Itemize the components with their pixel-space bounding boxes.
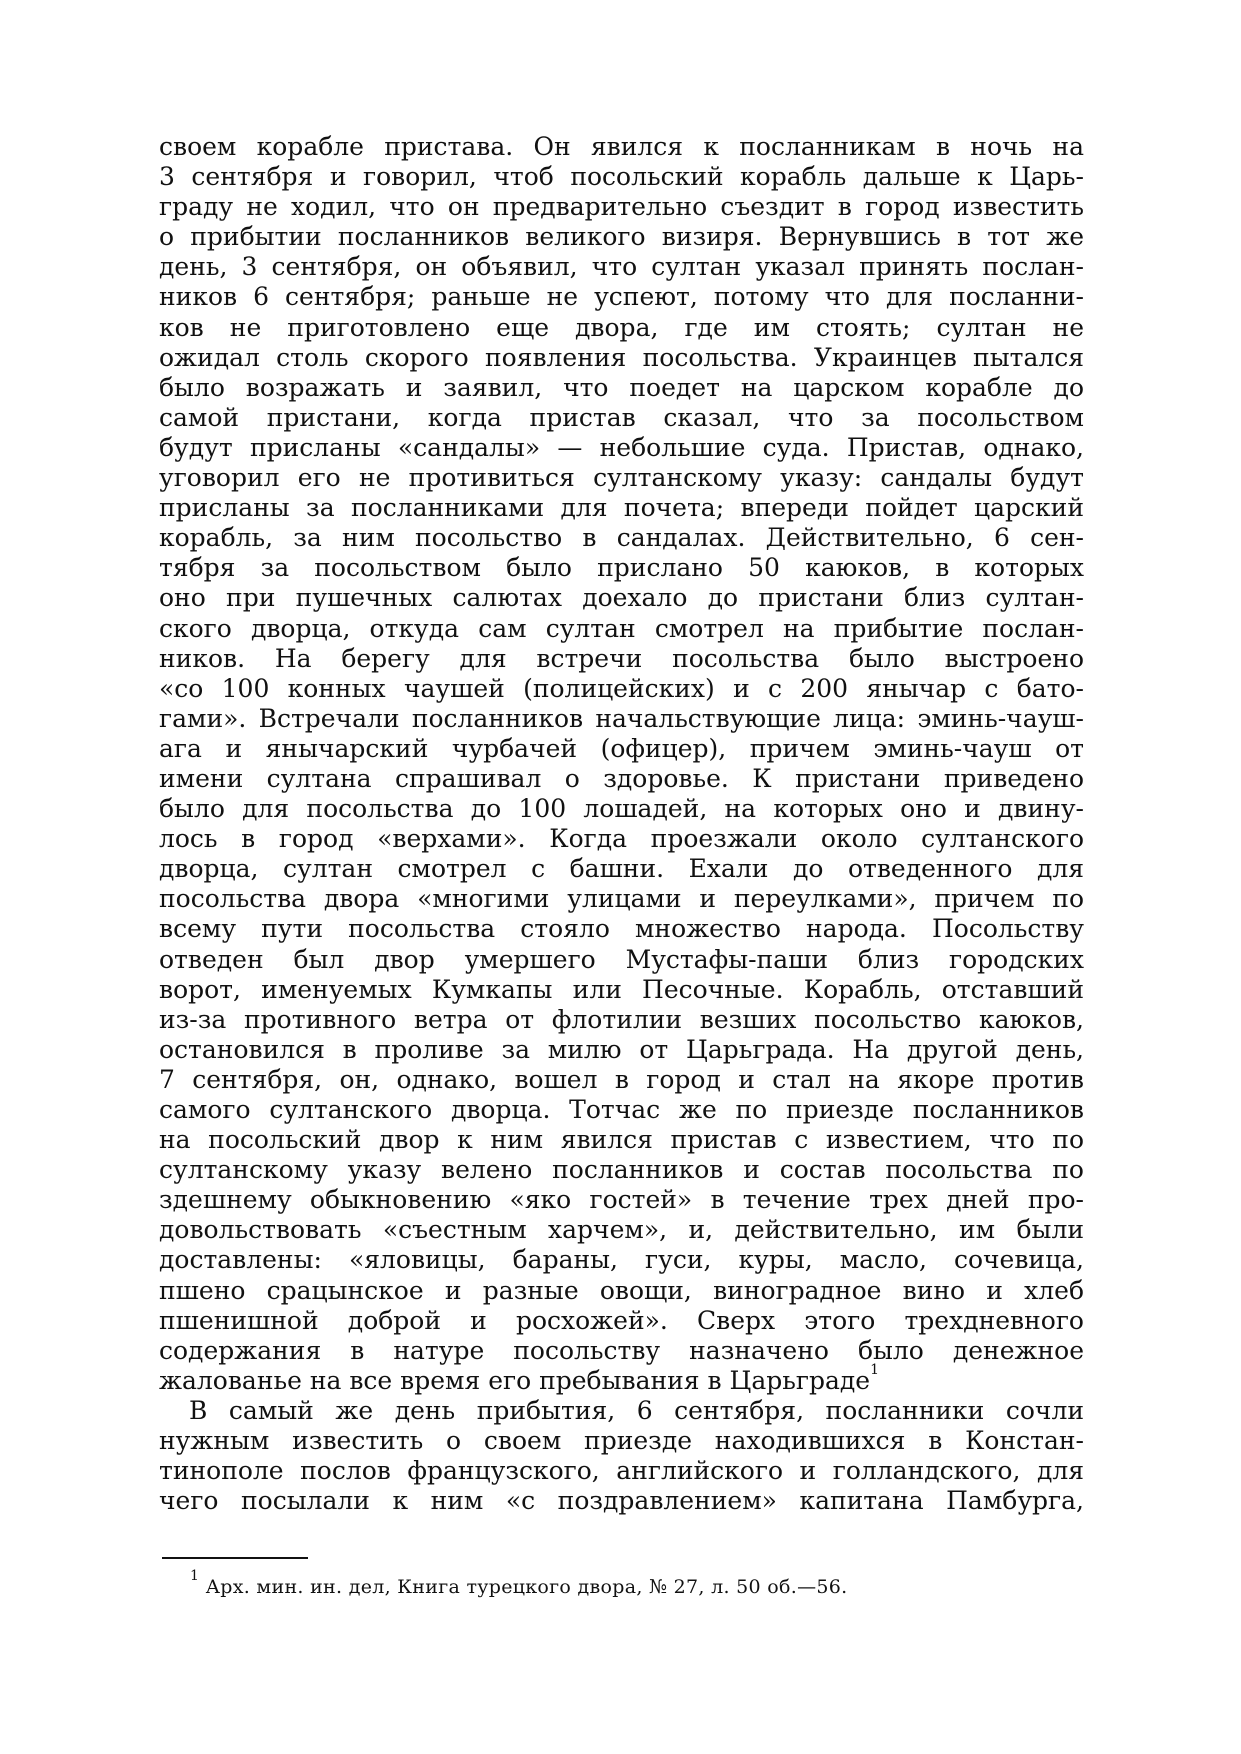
text-line [159,824,1084,854]
main-text [159,132,1084,1516]
text-line [159,1155,1084,1185]
text-line [159,1426,1084,1456]
line-text: нужным известить о своем приезде находившихся в Констан- [159,1426,1084,1456]
text-line [159,1035,1084,1065]
text-line [159,433,1084,463]
text-line [159,222,1084,252]
text-line [159,734,1084,764]
footnote [190,1567,848,1599]
line-text: ников 6 сентября; раньше не успеют, потому что для посланни- [159,282,1084,312]
text-line [159,1185,1084,1215]
line-text: пшено срацынское и разные овощи, виноградное вино и хлеб [159,1275,1084,1305]
line-text: В самый же день прибытия, 6 сентября, посланники сочли [189,1395,1084,1425]
text-line [159,132,1084,162]
text-line [159,1215,1084,1245]
line-text: было для посольства до 100 лошадей, на которых оно и двину- [159,794,1084,824]
line-text: самого султанского дворца. Тотчас же по приезде посланников [159,1095,1084,1124]
text-line [159,1276,1084,1306]
text-line [159,373,1084,403]
line-text: чего посылали к ним «с поздравлением» капитана Памбурга, [159,1486,1084,1516]
line-text: присланы за посланниками для почета; впереди пойдет царский [159,493,1084,523]
text-line [159,523,1084,553]
line-text: лось в город «верхами». Когда проезжали около султанского [159,824,1084,854]
text-line [159,1306,1084,1336]
line-text: своем корабле пристава. Он явился к посланникам в ночь на [159,132,1084,161]
line-text: оно при пушечных салютах доехало до пристани близ султан- [159,583,1084,613]
footnote-text: Арх. мин. ин. дел, Книга турецкого двора, № 27, л. 50 об.—56. [205,1576,848,1598]
line-text: доставлены: «яловицы, бараны, гуси, куры, масло, сочевица, [159,1245,1084,1275]
text-line [159,343,1084,373]
footnote-divider [162,1557,308,1559]
text-line [159,1361,1084,1396]
text-line [159,403,1084,433]
text-line [159,764,1084,794]
text-line [159,1125,1084,1155]
text-line [159,1396,1084,1426]
text-line [159,975,1084,1005]
line-text: остановился в проливе за милю от Царьграда. На другой день, [159,1034,1084,1064]
line-text: ворот, именуемых Кумкапы или Песочные. Корабль, отставший [159,974,1084,1004]
text-line [159,704,1084,734]
text-line [159,192,1084,222]
line-text: пшенишной доброй и росхожей». Сверх этого трехдневного [159,1305,1084,1335]
line-text: всему пути посольства стояло множество народа. Посольству [159,914,1084,944]
text-line [159,1245,1084,1275]
text-line [159,1456,1084,1486]
line-text: «со 100 конных чаушей (полицейских) и с 200 янычар с бато- [159,673,1084,703]
line-text: ников. На берегу для встречи посольства было выстроено [159,643,1084,673]
line-text: отведен был двор умершего Мустафы-паши близ городских [159,944,1084,974]
paragraph-2 [159,1396,1084,1516]
line-text: ожидал столь скорого появления посольства. Украинцев пытался [159,342,1084,372]
line-text: 3 сентября и говорил, чтоб посольский корабль дальше к Царь- [159,162,1084,192]
line-text: имени султана спрашивал о здоровье. К пристани приведено [159,763,1084,793]
text-line [159,945,1084,975]
line-text: здешнему обыкновению «яко гостей» в течение трех дней про- [159,1185,1084,1215]
text-line [159,1336,1084,1366]
text-line [159,162,1084,192]
text-line [159,282,1084,312]
text-line [159,914,1084,944]
paragraph-1 [159,132,1084,1396]
footnote-reference: 1 [870,1361,879,1378]
text-line [159,1005,1084,1035]
line-text: султанскому указу велено посланников и состав посольства по [159,1155,1084,1185]
text-line [159,252,1084,282]
text-line [159,884,1084,914]
text-line [159,1065,1084,1095]
line-text: содержания в натуре посольству назначено было денежное [159,1335,1084,1365]
line-text: 7 сентября, он, однако, вошел в город и стал на якоре против [159,1064,1084,1094]
line-text: тинополе послов французского, английского и голландского, для [159,1456,1084,1486]
line-text: корабль, за ним посольство в сандалах. Действительно, 6 сен- [159,523,1084,553]
line-text: ков не приготовлено еще двора, где им стоять; султан не [159,312,1084,342]
line-text: жалованье на все время его пребывания в Царьграде [159,1365,871,1395]
text-line [159,1095,1084,1125]
line-text: о прибытии посланников великого визиря. Вернувшись в тот же [159,222,1084,252]
line-text: было возражать и заявил, что поедет на царском корабле до [159,372,1084,402]
text-line [159,1486,1084,1516]
line-text: уговорил его не противиться султанскому указу: сандалы будут [159,463,1084,493]
line-text: граду не ходил, что он предварительно съездит в город известить [159,192,1084,222]
line-text: ского дворца, откуда сам султан смотрел на прибытие послан- [159,613,1084,643]
line-text: гами». Встречали посланников начальствующие лица: эминь-чауш- [159,703,1084,733]
line-text: тября за посольством было прислано 50 каюков, в которых [159,553,1084,583]
text-line [159,854,1084,884]
line-text: будут присланы «сандалы» — небольшие суда. Пристав, однако, [159,432,1084,462]
line-text: дворца, султан смотрел с башни. Ехали до отведенного для [159,854,1084,884]
text-line [159,644,1084,674]
line-text: посольства двора «многими улицами и переулками», причем по [159,884,1084,914]
line-text: день, 3 сентября, он объявил, что султан указал принять послан- [159,252,1084,282]
line-text: из-за противного ветра от флотилии везших посольство каюков, [159,1004,1084,1034]
line-text: самой пристани, когда пристав сказал, что за посольством [159,402,1084,432]
footnote-marker: 1 [190,1567,200,1584]
line-text: довольствовать «съестным харчем», и, действительно, им были [159,1215,1084,1245]
line-text: ага и янычарский чурбачей (офицер), причем эминь-чауш от [159,733,1084,763]
text-line [159,313,1084,343]
text-line [159,463,1084,493]
text-line [159,614,1084,644]
text-line [159,674,1084,704]
line-text: на посольский двор к ним явился пристав с известием, что по [159,1125,1084,1155]
text-line [159,553,1084,583]
text-line [159,583,1084,613]
text-line [159,794,1084,824]
text-line [159,493,1084,523]
